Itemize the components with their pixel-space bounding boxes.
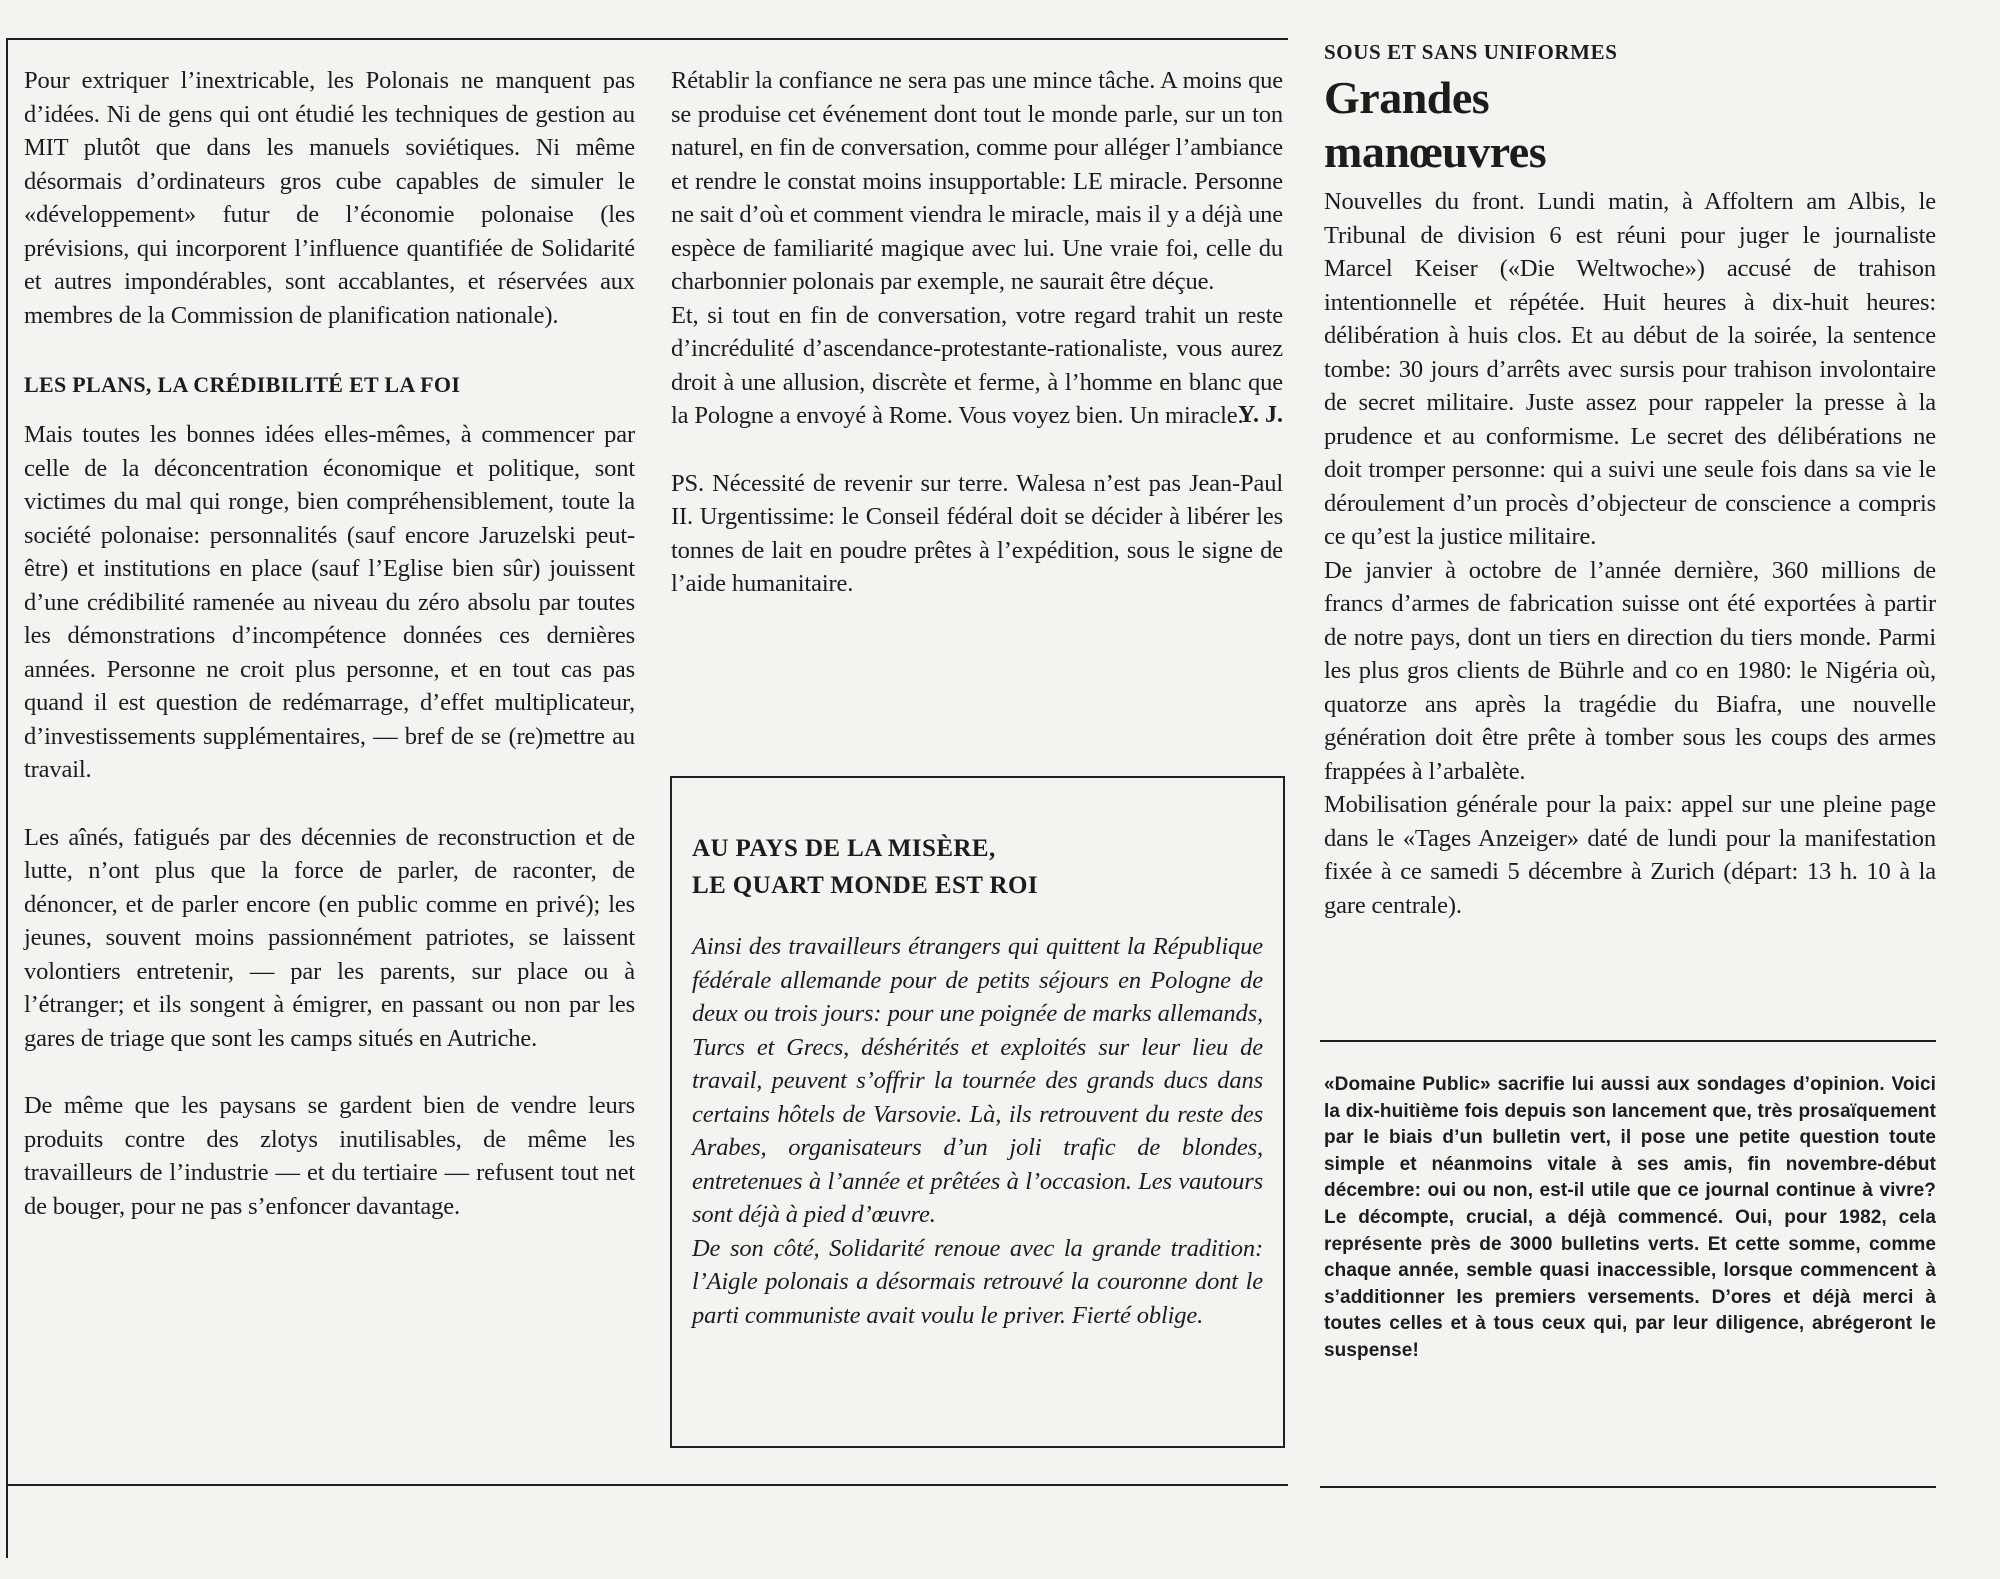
- section-subheading: LES PLANS, LA CRÉDIBILITÉ ET LA FOI: [24, 372, 461, 397]
- headline-line: manœuvres: [1324, 126, 1547, 177]
- bottom-rule-left: [6, 1484, 1288, 1486]
- postscript: PS. Nécessité de revenir sur terre. Walesa n’est pas Jean-Paul II. Urgentissime: le Conseil fédéral doit se décider à libérer les tonnes de lait en poudre prêtes à l’expédition, sous le signe de l’aide humanitaire.: [671, 469, 1283, 597]
- box-title: [692, 830, 1263, 904]
- notice-top-rule: [1320, 1040, 1936, 1042]
- column-right: [1324, 40, 1936, 1361]
- box-title-line: AU PAYS DE LA MISÈRE,: [692, 835, 996, 862]
- paragraph: Rétablir la confiance ne sera pas une mince tâche. A moins que se produise cet événement dont tout le monde parle, sur un ton naturel, en fin de conversation, comme pour alléger l’ambiance et rendre le constat moins insupportable: LE miracle. Personne ne sait d’où et comment viendra le miracle, mais il y a déjà une espèce de familiarité magique avec lui. Une vraie foi, celle du charbonnier polonais par exemple, ne saurait être déçue.: [671, 67, 1283, 295]
- box-title-line: LE QUART MONDE EST ROI: [692, 872, 1038, 899]
- paragraph: Et, si tout en fin de conversation, votre regard trahit un reste d’incrédulité d’ascendance-protestante-rationaliste, vous aurez droit à une allusion, discrète et ferme, à l’homme en blanc que la Pologne a envoyé à Rome. Vous voyez bien. Un miracle.: [671, 301, 1283, 429]
- paragraph: De même que les paysans se gardent bien de vendre leurs produits contre des zlotys inutilisables, de même les travailleurs de l’industrie — et du tertiaire — refusent tout net de bouger, pour ne pas s’enfoncer davantage.: [24, 1092, 635, 1220]
- paragraph: De janvier à octobre de l’année dernière, 360 millions de francs d’armes de fabrication suisse ont été exportées à partir de notre pays, dont un tiers en direction du tiers monde. Parmi les plus gros clients de Bührle and co en 1980: le Nigéria où, quatorze ans après la tragédie du Biafra, une nouvelle génération doit être prête à tomber sous les coups des armes frappées à l’arbalète.: [1324, 556, 1936, 785]
- paragraph: Nouvelles du front. Lundi matin, à Affoltern am Albis, le Tribunal de division 6 est réuni pour juger le journaliste Marcel Keiser («Die Weltwoche») accusé de trahison intentionnelle et répétée. Huit heures à dix-huit heures: délibération à huis clos. Et au début de la soirée, la sentence tombe: 30 jours d’arrêts avec sursis pour trahison involontaire de secret militaire. Juste assez pour rappeler la presse à la prudence et au conformisme. Le secret des délibérations ne doit tromper personne: qui a suivi une seule fois dans sa vie le déroulement d’un procès d’objecteur de conscience a compris ce qu’est la justice militaire.: [1324, 188, 1936, 550]
- sidebar-box: [670, 776, 1285, 1448]
- left-rule: [6, 38, 8, 1558]
- author-signature: Y. J.: [1237, 402, 1283, 428]
- headline: [1324, 71, 1936, 179]
- kicker: SOUS ET SANS UNIFORMES: [1324, 40, 1618, 64]
- column-middle: [671, 64, 1283, 601]
- subscription-notice: «Domaine Public» sacrifie lui aussi aux sondages d’opinion. Voici la dix-huitième fois depuis son lancement que, très prosaïquement par le biais d’un bulletin vert, il pose une petite question toute simple et néanmoins vitale à ses amis, fin novembre-début décembre: oui ou non, est-il utile que ce journal continue à vivre? Le décompte, crucial, a déjà commencé. Oui, pour 1982, cela représente près de 3000 bulletins verts. Et cette somme, comme chaque année, semble quasi inaccessible, lorsque commencent à s’additionner les premiers versements. D’ores et déjà merci à toutes celles et à tous ceux qui, par leur diligence, abrégeront le suspense!: [1324, 1074, 1936, 1361]
- paragraph: Les aînés, fatigués par des décennies de reconstruction et de lutte, n’ont plus que la force de parler, de raconter, de dénoncer, et de parler encore (en public comme en privé); les jeunes, souvent moins passionnément patriotes, se laissent volontiers entretenir, — par les parents, sur place ou à l’étranger; et ils songent à émigrer, en passant ou non par les gares de triage que sont les camps situés en Autriche.: [24, 823, 635, 1052]
- headline-line: Grandes: [1324, 72, 1490, 123]
- paragraph: Pour extriquer l’inextricable, les Polonais ne manquent pas d’idées. Ni de gens qui ont étudié les techniques de gestion au MIT plutôt que dans les manuels soviétiques. Ni même désormais d’ordinateurs gros cube capables de simuler le «développement» futur de l’économie polonaise (les prévisions, qui incorporent l’influence quantifiée de Solidarité et autres impondérables, sont accablantes, et réservées aux membres de la Commission de planification nationale).: [24, 67, 635, 329]
- bottom-rule-right: [1320, 1486, 1936, 1488]
- box-paragraph: De son côté, Solidarité renoue avec la grande tradition: l’Aigle polonais a désormais retrouvé la couronne dont le parti communiste avait voulu le priver. Fierté oblige.: [692, 1234, 1263, 1329]
- top-rule: [6, 38, 1288, 40]
- box-paragraph: Ainsi des travailleurs étrangers qui quittent la République fédérale allemande pour de petits séjours en Pologne de deux ou trois jours: pour une poignée de marks allemands, Turcs et Grecs, déshérités et exploités sur leur lieu de travail, peuvent s’offrir la tournée des grands ducs dans certains hôtels de Varsovie. Là, ils retrouvent du reste des Arabes, organisateurs d’un joli trafic de blondes, entretenues à l’année et prêtées à l’occasion. Les vautours sont déjà à pied d’œuvre.: [692, 933, 1263, 1228]
- column-left: [24, 64, 635, 1223]
- paragraph: Mais toutes les bonnes idées elles-mêmes, à commencer par celle de la déconcentration économique et politique, sont victimes du mal qui ronge, bien compréhensiblement, toute la société polonaise: personnalités (sauf encore Jaruzelski peut-être) et institutions en place (sauf l’Eglise bien sûr) jouissent d’une crédibilité ramenée au niveau du zéro absolu par toutes les démonstrations d’incompétence données ces dernières années. Personne ne croit plus personne, et en tout cas pas quand il est question de redémarrage, d’effet multiplicateur, d’investissements supplémentaires, — bref de se (re)mettre au travail.: [24, 421, 635, 783]
- paragraph: Mobilisation générale pour la paix: appel sur une pleine page dans le «Tages Anzeiger» daté de lundi pour la manifestation fixée à ce samedi 5 décembre à Zurich (départ: 13 h. 10 à la gare centrale).: [1324, 791, 1936, 919]
